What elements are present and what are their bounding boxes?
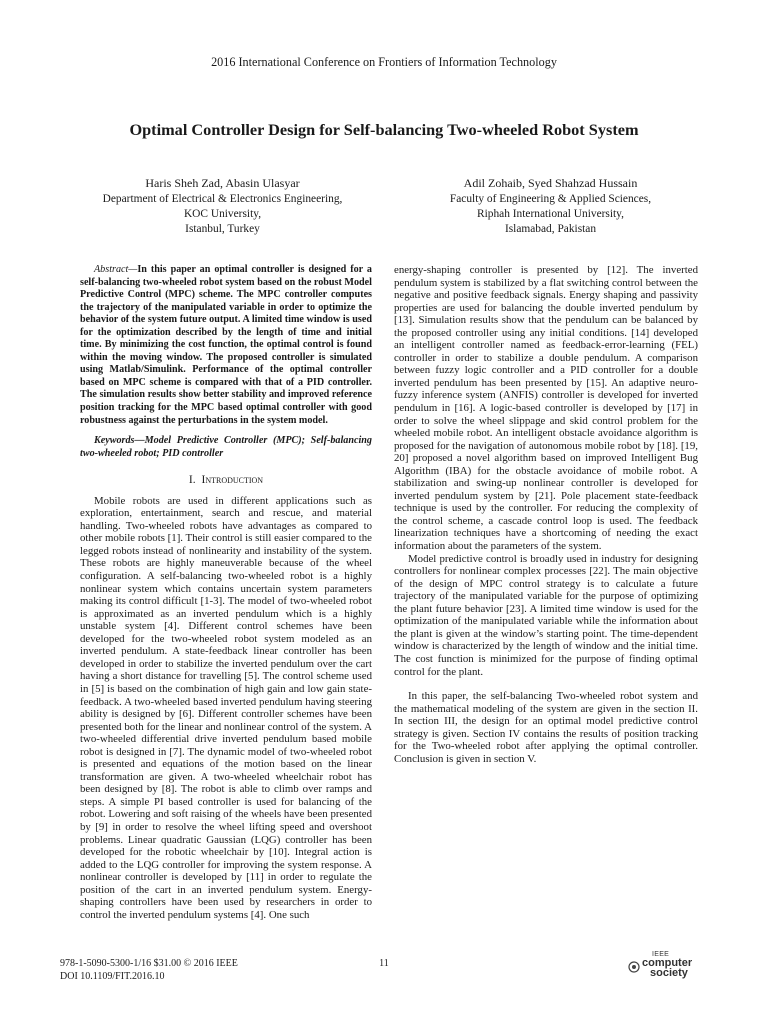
left-column [80,264,372,921]
author-block-2 [398,176,703,237]
keywords-text: Model Predictive Controller (MPC); Self-balancing two-wheeled robot; PID controller [80,435,372,459]
section-number: I. [188,473,196,487]
affiliation-line: Faculty of Engineering & Applied Sciences, [449,193,652,205]
logo-mark-icon [628,961,640,973]
author-block-1 [80,176,365,237]
isbn-line: 978-1-5090-5300-1/16 $31.00 © 2016 IEEE [60,958,238,969]
section-heading [80,474,372,487]
conference-header: 2016 International Conference on Frontiers of Information Technology [211,55,557,69]
section-title: Introduction [201,473,264,487]
affiliation-line: Islamabad, Pakistan [504,223,597,235]
keywords [80,435,372,460]
right-column [394,264,698,765]
page-number: 11 [379,958,389,969]
affiliation-line: Riphah International University, [477,208,624,220]
abstract [80,264,372,427]
paper-title: Optimal Controller Design for Self-balancing Two-wheeled Robot System [129,120,639,139]
intro-paragraph: Mobile robots are used in different applications such as exploration, entertainment, search and rescue, and material handling. Two-wheeled robots have advantages as compared to other mobile robots [1]. Their control is still easier compared to the legged robots instead of nonlinearity and instability of the system. These robots are highly maneuverable because of the wheel configuration. A self-balancing two-wheeled robot is a highly nonlinear system which contains uncertain system parameters making its control difficult [1-3]. The model of two-wheeled robot is approximated as an inverted pendulum which is a highly unstable system [4]. Different control schemes have been developed for the two-wheeled robot system modeled as an inverted pendulum. A state-feedback linear controller has been developed in order to stabilize the inverted pendulum over the cart having a short distance for travelling [5]. The control scheme used in [5] is based on the combination of high gain and low gain state-feedback. A two-wheeled based inverted pendulum having steering ability is designed by [6]. Different controller schemes have been presented both for the linear and nonlinear control of the system. A two-wheeled differential drive inverted pendulum based mobile robot is designed in [7]. The dynamic model of two-wheeled robot is presented and equations of the motion based on the linear transformation are given. A two-wheeled wheelchair robot has been designed by [8]. The robot is able to climb over ramps and steps. A simple PI based controller is used for balancing of the robot. Lowering and soft raising of the wheels have been presented by [9] in order to resolve the wheel lifting speed and overshoot problems. Linear quadratic Gaussian (LQG) controller has been developed for the robotic wheelchair by [10]. Integral action is added to the LQG controller for improving the system response. A nonlinear controller is developed by [11] in order to regulate the position of the cart in an inverted pendulum system. Energy-shaping controllers have been used by researchers in order to control the inverted pendulum systems [4]. One such [80,494,372,921]
logo-text-computer: computer [642,957,693,969]
mpc-paragraph: Model predictive control is broadly used in industry for designing controllers for nonlinear complex processes [22]. The main objective of the design of MPC control strategy is to calculate a future trajectory of the manipulated variable for the purpose of optimizing the plant future behavior [23]. A limited time window is used for the optimization of the manipulated variable while the information about the plant is given at the window’s starting point. The time-dependent window is characterized by the length of window and the initial time. The cost function is minimized for the purpose of finding optimal control for the plant. [394,552,698,678]
logo-text-society: society [650,967,688,979]
ieee-computer-society-logo [628,951,698,979]
affiliation-line: Istanbul, Turkey [185,223,260,235]
author-names: Haris Sheh Zad, Abasin Ulasyar [145,176,300,190]
outline-paragraph: In this paper, the self-balancing Two-wheeled robot system and the mathematical modeling of the system are given in the section II. In section III, the design for an optimal model predictive control strategy is given. Section IV contains the results of position tracking for the Two-wheeled robot after applying the optimal controller. Conclusion is given in section V. [394,690,698,765]
abstract-text: In this paper an optimal controller is designed for a self-balancing two-wheeled robot system based on the robust Model Predictive Control (MPC) scheme. The MPC controller computes the trajectory of the manipulated variable in order to optimize the behavior of the system future output. A limited time window is used for the optimization described by the length of time and initial time. By minimizing the cost function, the optimal control is found within the moving window. The proposed controller is simulated using Matlab/Simulink. Performance of the optimal controller based on MPC scheme is compared with that of a PID controller. The simulation results show better stability and improved reference position tracking for the MPC based optimal controller with good robustness against the perturbations in the system model. [80,264,372,426]
abstract-lead: Abstract— [94,264,138,275]
doi-line: DOI 10.1109/FIT.2016.10 [60,971,165,982]
affiliation-line: KOC University, [183,208,262,220]
affiliation-line: Department of Electrical & Electronics Engineering, [102,193,343,205]
keywords-lead: Keywords— [94,435,145,447]
author-names: Adil Zohaib, Syed Shahzad Hussain [463,176,638,190]
intro-paragraph-continued: energy-shaping controller is presented by [12]. The inverted pendulum system is stabilized by a flat switching control between the negative and positive feedback signals. Energy shaping and passivity properties are used for balancing the double inverted pendulum by [13]. Simulation results show that the pendulum can be balanced by the proposed controller using any initial conditions. [14] developed an intelligent controller named as feedback-error-learning (FEL) controller in order to stabilize a double pendulum. A comparison between fuzzy logic controller and a PID controller for a double inverted pendulum has been presented by [15]. An adaptive neuro-fuzzy inference system (ANFIS) controller is developed for inverted pendulum in [16]. A logic-based controller is developed by [17] in order to solve the wheel slippage and skid control problem for the wheeled mobile robot. An intelligent obstacle avoidance algorithm is proposed for the navigation of autonomous mobile robot by [18]. [19, 20] proposed a novel algorithm based on improved Intelligent Bug Algorithm (IBA) for the obstacle avoidance of mobile robot. A stabilization and swing-up nonlinear controller is developed for inverted pendulum system by [21]. Pole placement state-feedback technique is used by the controller. For reducing the complexity of the control scheme, a cascade control loop is used. The feedback linearization techniques have a shortcoming of needing the exact information about the parameters of the system. [394,264,698,553]
logo-text-ieee: IEEE [652,951,670,958]
